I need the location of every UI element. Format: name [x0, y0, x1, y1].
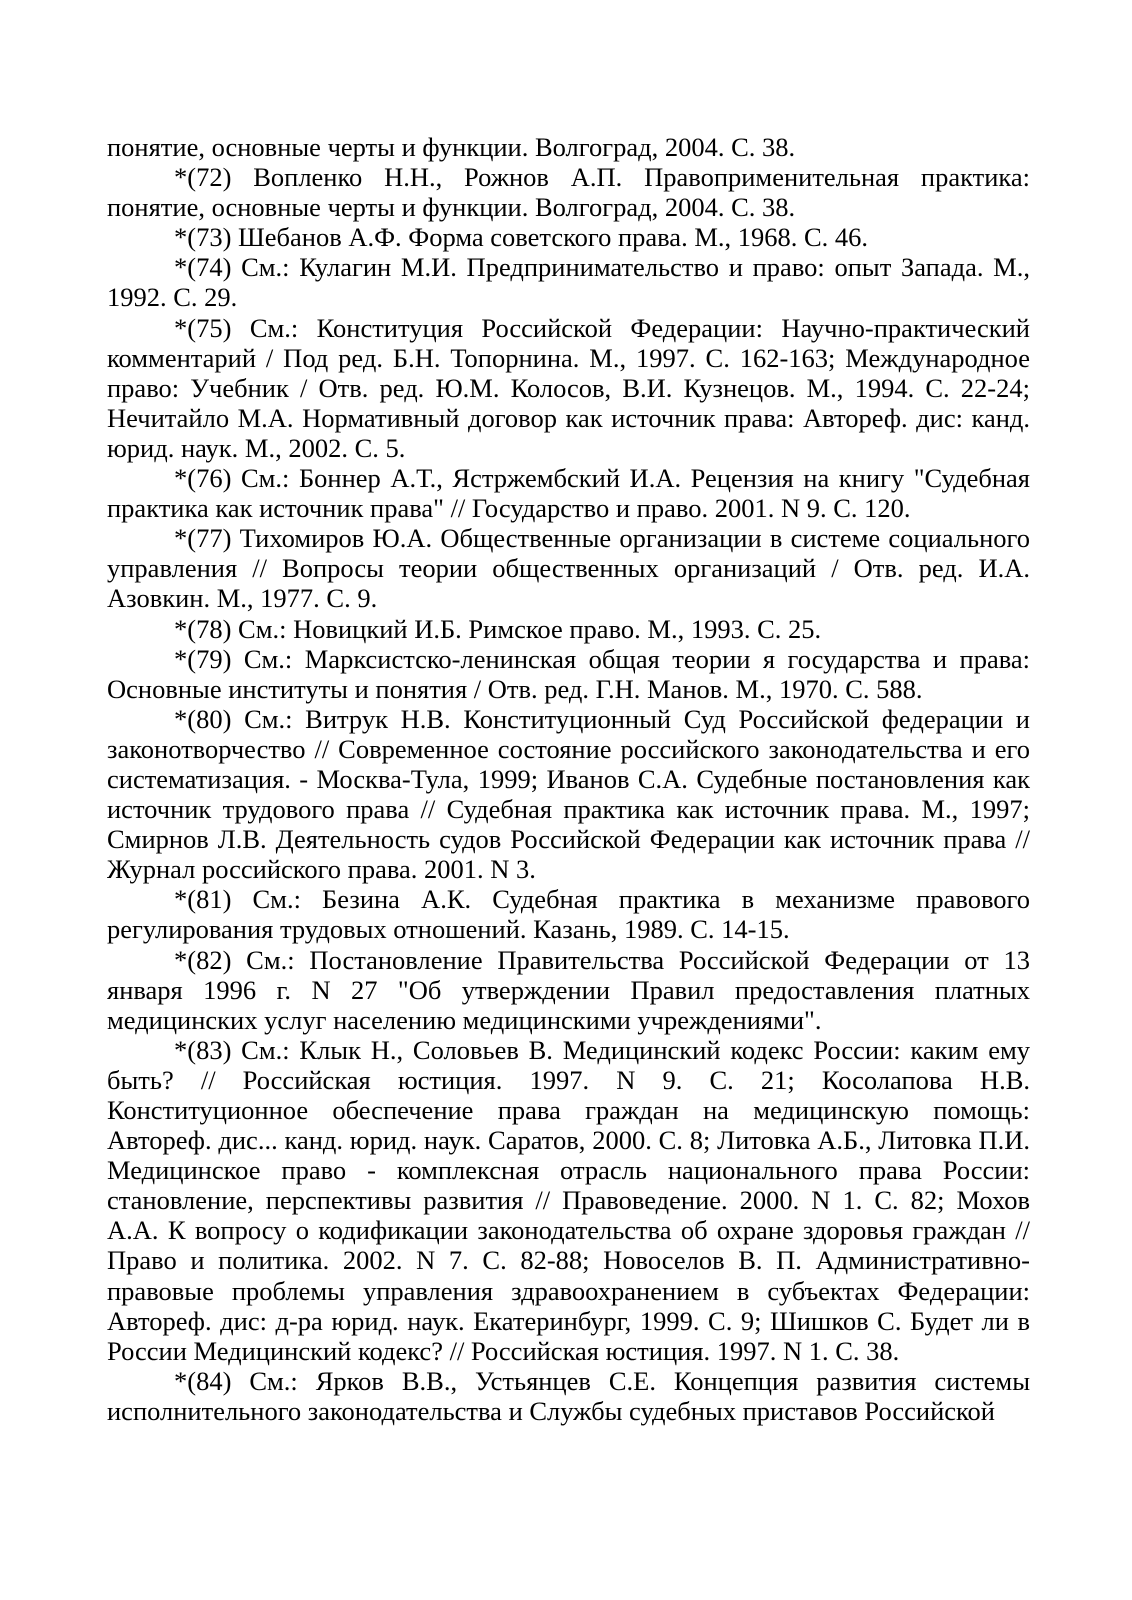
footnote-77: *(77) Тихомиров Ю.А. Общественные организации в системе социального управления // Вопросы теории общественных организаций / Отв. ред. И.А. Азовкин. М., 1977. С. 9. [107, 523, 1030, 614]
footnote-81: *(81) См.: Безина А.К. Судебная практика в механизме правового регулирования трудовых отношений. Казань, 1989. С. 14-15. [107, 884, 1030, 945]
footnote-72: *(72) Вопленко Н.Н., Рожнов А.П. Правоприменительная практика: понятие, основные черты и функции. Волгоград, 2004. С. 38. [107, 162, 1030, 223]
footnote-79: *(79) См.: Марксистско-ленинская общая теории я государства и права: Основные институты и понятия / Отв. ред. Г.Н. Манов. М., 1970. С. 588. [107, 643, 1030, 704]
document-page [107, 132, 1030, 1426]
footnote-74: *(74) См.: Кулагин М.И. Предпринимательство и право: опыт Запада. М., 1992. С. 29. [107, 252, 1030, 313]
footnote-80: *(80) См.: Витрук Н.В. Конституционный Суд Российской федерации и законотворчество // Современное состояние российского законодательства и его систематизация. - Москва-Тула, 1999; Иванов С.А. Судебные постановления как источник трудового права // Судебная практика как источник права. М., 1997; Смирнов Л.В. Деятельность судов Российской Федерации как источник права // Журнал российского права. 2001. N 3. [107, 703, 1030, 885]
footnote-82: *(82) См.: Постановление Правительства Российской Федерации от 13 января 1996 г. N 27 "Об утверждении Правил предоставления платных медицинских услуг населению медицинскими учреждениями". [107, 944, 1030, 1035]
footnote-84: *(84) См.: Ярков В.В., Устьянцев С.Е. Концепция развития системы исполнительного законодательства и Службы судебных приставов Российской [107, 1365, 1030, 1426]
footnote-75: *(75) См.: Конституция Российской Федерации: Научно-практический комментарий / Под ред. Б.Н. Топорнина. М., 1997. С. 162-163; Международное право: Учебник / Отв. ред. Ю.М. Колосов, В.И. Кузнецов. М., 1994. С. 22-24; Нечитайло М.А. Нормативный договор как источник права: Автореф. дис: канд. юрид. наук. М., 2002. С. 5. [107, 312, 1030, 463]
footnote-73: *(73) Шебанов А.Ф. Форма советского права. М., 1968. С. 46. [174, 222, 869, 253]
footnote-76: *(76) См.: Боннер А.Т., Ястржембский И.А. Рецензия на книгу "Судебная практика как источник права" // Государство и право. 2001. N 9. С. 120. [107, 463, 1030, 524]
footnote-78: *(78) См.: Новицкий И.Б. Римское право. М., 1993. С. 25. [174, 613, 822, 644]
footnote-83: *(83) См.: Клык Н., Соловьев В. Медицинский кодекс России: каким ему быть? // Российская юстиция. 1997. N 9. С. 21; Косолапова Н.В. Конституционное обеспечение права граждан на медицинскую помощь: Автореф. дис... канд. юрид. наук. Саратов, 2000. С. 8; Литовка А.Б., Литовка П.И. Медицинское право - комплексная отрасль национального права России: становление, перспективы развития // Правоведение. 2000. N 1. С. 82; Мохов А.А. К вопросу о кодификации законодательства об охране здоровья граждан // Право и политика. 2002. N 7. С. 82-88; Новоселов В. П. Административно-правовые проблемы управления здравоохранением в субъектах Федерации: Автореф. дис: д-ра юрид. наук. Екатеринбург, 1999. С. 9; Шишков С. Будет ли в России Медицинский кодекс? // Российская юстиция. 1997. N 1. С. 38. [107, 1034, 1030, 1366]
footnote-continuation: понятие, основные черты и функции. Волгоград, 2004. С. 38. [107, 132, 796, 162]
